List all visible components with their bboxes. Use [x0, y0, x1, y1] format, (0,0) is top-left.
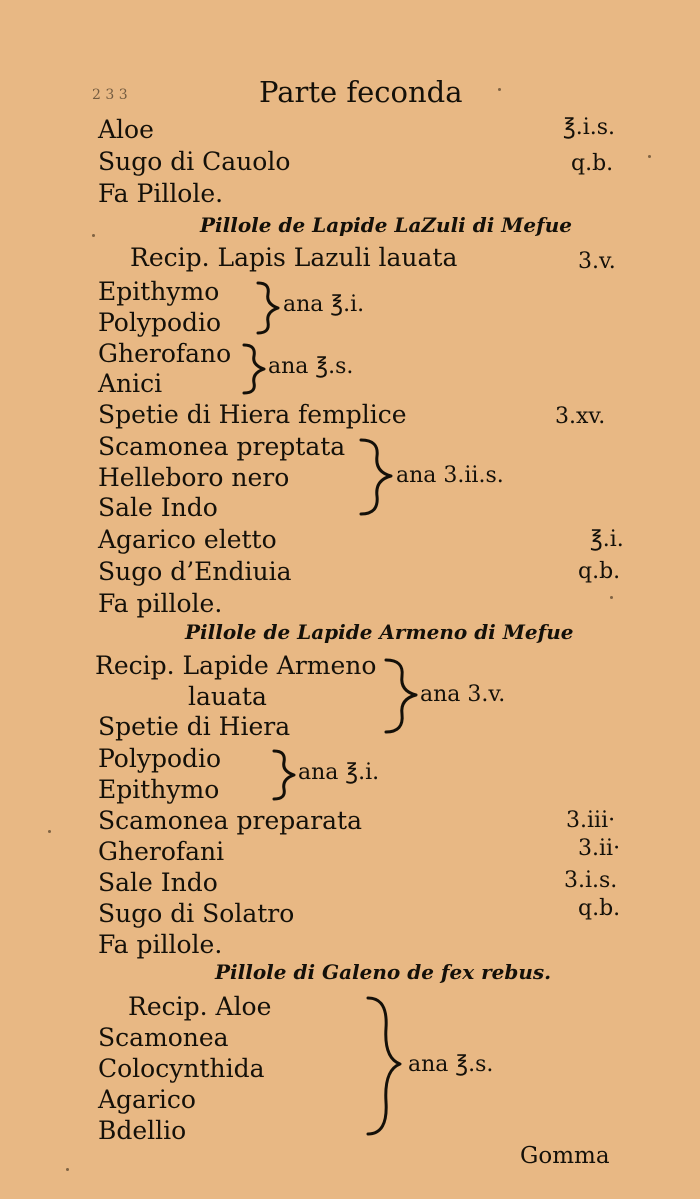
ingredient-polypodio: Polypodio — [98, 308, 222, 337]
qty-lapis-lazuli: 3.v. — [578, 249, 616, 274]
brace-group-2 — [238, 342, 268, 396]
ink-speck — [66, 1168, 69, 1171]
qty-group-5: ana ℥.i. — [298, 760, 380, 785]
ink-speck — [648, 155, 651, 158]
qty-sale-indo: 3.i.s. — [564, 868, 618, 893]
ingredient-scamonea-2: Scamonea — [98, 1023, 229, 1052]
instruction-fa-pillole: Fa Pillole. — [98, 179, 224, 208]
ink-speck — [498, 88, 501, 91]
brace-group-3 — [355, 436, 395, 518]
instruction-fa-pillole-3: Fa pillole. — [98, 930, 223, 959]
ingredient-epithymo-2: Epithymo — [98, 775, 220, 804]
ingredient-lauata: lauata — [188, 682, 267, 711]
qty-group-6: ana ℥.s. — [408, 1052, 494, 1077]
running-title: Parte feconda — [259, 75, 463, 109]
qty-aloe: ℥.i.s. — [563, 115, 616, 140]
qty-group-1: ana ℥.i. — [283, 292, 365, 317]
ink-speck — [92, 234, 95, 237]
ink-speck — [48, 830, 51, 833]
page-number: 2 3 3 — [92, 87, 128, 103]
recipe-title-lazuli: Pillole de Lapide LaZuli di Mefue — [200, 213, 573, 237]
ingredient-gherofano: Gherofano — [98, 339, 232, 368]
ingredient-anici: Anici — [98, 369, 163, 398]
ingredient-polypodio-2: Polypodio — [98, 744, 222, 773]
ingredient-lapide-armeno: Recip. Lapide Armeno — [95, 651, 377, 680]
ingredient-gherofani: Gherofani — [98, 837, 225, 866]
ingredient-scamonea: Scamonea preptata — [98, 432, 346, 461]
qty-scamonea-preparata: 3.iii· — [566, 808, 616, 833]
ingredient-sale-indo-2: Sale Indo — [98, 868, 218, 897]
brace-group-4 — [380, 656, 420, 736]
ingredient-spetie-hiera: Spetie di Hiera femplice — [98, 400, 407, 429]
ingredient-aloe: Aloe — [98, 115, 154, 144]
catchword: Gomma — [520, 1143, 610, 1169]
ingredient-sugo-solatro: Sugo di Solatro — [98, 899, 295, 928]
ingredient-colocynthida: Colocynthida — [98, 1054, 265, 1083]
qty-group-3: ana 3.ii.s. — [396, 463, 504, 488]
ingredient-bdellio: Bdellio — [98, 1116, 187, 1145]
ingredient-spetie-hiera-2: Spetie di Hiera — [98, 712, 291, 741]
qty-spetie-hiera: 3.xv. — [555, 404, 606, 429]
ingredient-lapis-lazuli: Recip. Lapis Lazuli lauata — [130, 243, 458, 272]
qty-sugo-endiuia: q.b. — [578, 559, 621, 584]
ingredient-sale-indo: Sale Indo — [98, 493, 218, 522]
ingredient-sugo-endiuia: Sugo d’Endiuia — [98, 557, 292, 586]
brace-group-6 — [360, 992, 404, 1142]
ingredient-helleboro: Helleboro nero — [98, 463, 290, 492]
qty-gherofani: 3.ii· — [578, 836, 621, 861]
qty-sugo-cauolo: q.b. — [571, 151, 614, 176]
ingredient-agarico: Agarico eletto — [98, 525, 277, 554]
qty-agarico: ℥.i. — [590, 527, 624, 552]
recipe-title-galeno: Pillole di Galeno de fex rebus. — [215, 960, 552, 984]
recipe-title-armeno: Pillole de Lapide Armeno di Mefue — [185, 620, 574, 644]
qty-group-4: ana 3.v. — [420, 682, 506, 707]
ingredient-sugo-cauolo: Sugo di Cauolo — [98, 147, 291, 176]
instruction-fa-pillole-2: Fa pillole. — [98, 589, 223, 618]
ink-speck — [610, 596, 613, 599]
qty-sugo-solatro: q.b. — [578, 896, 621, 921]
ingredient-aloe-2: Recip. Aloe — [128, 992, 272, 1021]
ingredient-agarico-2: Agarico — [98, 1085, 196, 1114]
brace-group-1 — [252, 280, 282, 336]
ingredient-epithymo: Epithymo — [98, 277, 220, 306]
qty-group-2: ana ℥.s. — [268, 354, 354, 379]
brace-group-5 — [268, 748, 298, 802]
ingredient-scamonea-preparata: Scamonea preparata — [98, 806, 363, 835]
